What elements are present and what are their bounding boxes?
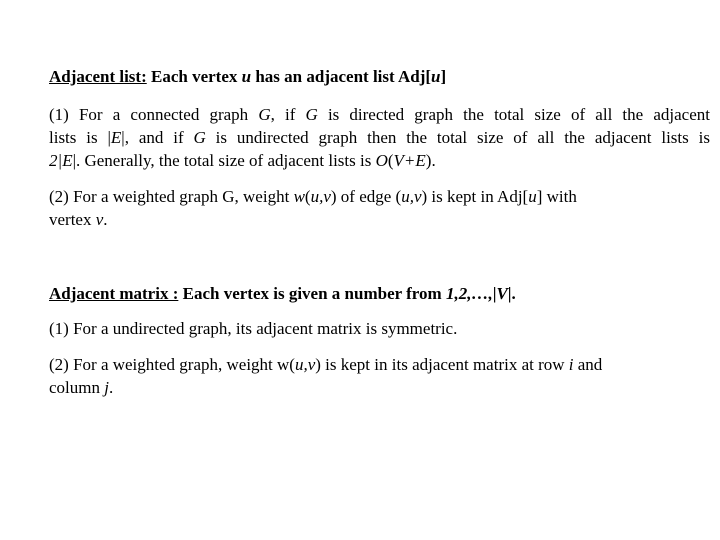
list-p2-line2: vertex v. [49,210,108,229]
heading-text: Each vertex is given a number from [178,284,446,303]
matrix-p2-line2: column j. [49,378,114,397]
adjacent-list-label: Adjacent list: [49,67,147,86]
heading-var-u: u [241,67,252,86]
list-p1-line3: 2|E|. Generally, the total size of adjacent lists is O(V+E). [49,151,436,170]
list-p2-line1: (2) For a weighted graph G, weight w(u,v) of edge (u,v) is kept in Adj[u] with [49,187,577,206]
heading-var-u: u [431,67,441,86]
adjacent-matrix-heading: Adjacent matrix : Each vertex is given a number from 1,2,…,|V|. [49,284,516,303]
adjacent-list-heading [49,67,446,87]
matrix-p2-line1: (2) For a weighted graph, weight w(u,v) is kept in its adjacent matrix at row i and [49,355,603,374]
list-p1-line1: (1) For a connected graph G, if G is directed graph the total size of all the adjacent [49,105,710,124]
heading-text: ] [440,67,447,86]
matrix-p1: (1) For a undirected graph, its adjacent matrix is symmetric. [49,319,458,338]
adjacent-matrix-label: Adjacent matrix : [49,284,179,303]
heading-text: Each vertex [146,67,242,86]
heading-numbers: 1,2,…, [445,284,493,303]
list-p1-line2: lists is |E|, and if G is undirected graph then the total size of all the adjacent lists is [49,128,710,147]
heading-var-v: V [496,284,508,303]
heading-text: has an adjacent list Adj[ [251,67,432,86]
